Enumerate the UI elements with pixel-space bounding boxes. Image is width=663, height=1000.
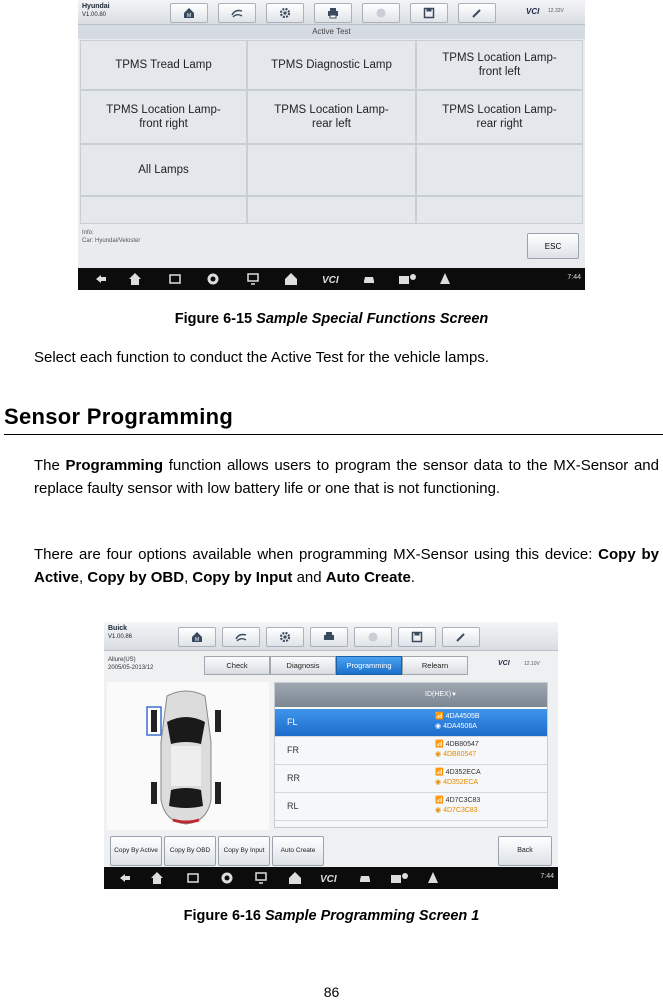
- table-row-fl[interactable]: FL 📶 4DA4505B ◉ 4DA4506A: [275, 709, 547, 737]
- empty-cell: [247, 196, 416, 224]
- copy-by-active-button[interactable]: Copy By Active: [110, 836, 162, 866]
- pen-icon: [471, 7, 483, 19]
- tire-fl: [151, 710, 157, 732]
- sensor-id-new: ◉ 4DA4506A: [435, 723, 477, 730]
- maxisys-icon[interactable]: [288, 871, 302, 885]
- tab-diagnosis[interactable]: Diagnosis: [270, 656, 336, 675]
- browser-icon[interactable]: [220, 871, 234, 885]
- svg-text:VCI: VCI: [322, 275, 339, 286]
- back-button[interactable]: Back: [498, 836, 552, 866]
- svg-text:VCI: VCI: [320, 874, 337, 885]
- id-column-header: ID(HEX): [425, 691, 452, 698]
- programming-screenshot: [104, 622, 558, 889]
- car-top-view: [107, 682, 269, 830]
- tire-fr: [215, 710, 221, 732]
- save-icon: [411, 631, 423, 643]
- sensor-id-new: ◉ 4DB80547: [435, 751, 477, 758]
- gear-icon: [279, 631, 291, 643]
- print-button[interactable]: [310, 627, 348, 647]
- empty-cell: [416, 144, 583, 196]
- settings-button[interactable]: [266, 3, 304, 23]
- empty-cell: [247, 144, 416, 196]
- sensor-id-table: [274, 682, 548, 828]
- function-all-lamps[interactable]: All Lamps: [80, 144, 247, 196]
- copy-by-input-button[interactable]: Copy By Input: [218, 836, 270, 866]
- help-icon: [367, 631, 379, 643]
- vehicle-info: Info: Car: Hyundai/Veloster: [82, 230, 141, 244]
- roof: [171, 746, 201, 786]
- browser-icon[interactable]: [206, 272, 220, 286]
- tab-check[interactable]: Check: [204, 656, 270, 675]
- vci-voltage: 12.10V: [524, 661, 540, 667]
- help-button[interactable]: [354, 627, 392, 647]
- vehicle-swap-button[interactable]: [222, 627, 260, 647]
- sensor-id-current: 📶 4DB80547: [435, 741, 479, 748]
- vehicle-swap-button[interactable]: [218, 3, 256, 23]
- home-icon: [183, 7, 195, 19]
- vehicle-info: Allure(US) 2005/05-2013/12: [108, 657, 154, 671]
- paragraph-programming: The Programming function allows users to program the sensor data to the MX-Sensor and replace faulty sensor with low battery life or one that is not functioning.: [34, 457, 659, 497]
- heading-rule: [4, 434, 663, 435]
- home-button[interactable]: [170, 3, 208, 23]
- rear-window: [169, 788, 203, 808]
- sensor-id-new: ◉ 4D352ECA: [435, 779, 479, 786]
- vehicle-brand: Buick V1.00.86: [108, 625, 133, 640]
- windshield: [167, 717, 205, 744]
- figure-caption-1: Figure 6-15 Sample Special Functions Screen: [174, 311, 489, 327]
- data-manager-icon[interactable]: [426, 871, 440, 885]
- back-icon[interactable]: [94, 272, 108, 286]
- recent-apps-icon[interactable]: [186, 871, 200, 885]
- function-diagnostic-lamp[interactable]: TPMS Diagnostic Lamp: [247, 40, 416, 90]
- vehicle-swap-icon: [235, 631, 247, 643]
- tab-programming[interactable]: Programming: [336, 656, 402, 675]
- vci-voltage: 12.32V: [548, 8, 564, 14]
- table-row-rl[interactable]: RL 📶 4D7C3C83 ◉ 4D7C3C83: [275, 793, 547, 821]
- home-button[interactable]: [178, 627, 216, 647]
- save-icon: [423, 7, 435, 19]
- vehicle-diagram: [107, 682, 269, 830]
- home-icon[interactable]: [150, 871, 164, 885]
- printer-icon: [327, 7, 339, 19]
- vci-indicator: VCI: [498, 660, 510, 667]
- tab-relearn[interactable]: Relearn: [402, 656, 468, 675]
- function-location-rear-left[interactable]: TPMS Location Lamp- rear left: [247, 90, 416, 144]
- help-icon: [375, 7, 387, 19]
- top-toolbar: [104, 622, 558, 651]
- print-button[interactable]: [314, 3, 352, 23]
- tire-rr: [215, 782, 221, 804]
- function-tread-lamp[interactable]: TPMS Tread Lamp: [80, 40, 247, 90]
- figure-caption-2: Figure 6-16 Sample Programming Screen 1: [183, 908, 480, 924]
- sensor-id-current: 📶 4DA4505B: [435, 713, 480, 720]
- vci-icon[interactable]: [320, 871, 344, 885]
- top-toolbar: [78, 0, 585, 25]
- table-row-fr[interactable]: FR 📶 4DB80547 ◉ 4DB80547: [275, 737, 547, 765]
- help-button[interactable]: [362, 3, 400, 23]
- sort-down-icon[interactable]: ▼: [451, 692, 457, 698]
- page-number: 86: [323, 984, 340, 1000]
- screen-subtitle: Active Test: [78, 25, 585, 39]
- sensor-id-current: 📶 4D352ECA: [435, 769, 481, 776]
- status-clock: 7:44: [567, 274, 581, 281]
- maxisys-icon[interactable]: [284, 272, 298, 286]
- empty-cell: [80, 196, 247, 224]
- save-button[interactable]: [398, 627, 436, 647]
- gear-icon: [279, 7, 291, 19]
- sensor-id-new: ◉ 4D7C3C83: [435, 807, 478, 814]
- function-location-rear-right[interactable]: TPMS Location Lamp- rear right: [416, 90, 583, 144]
- recent-apps-icon[interactable]: [168, 272, 182, 286]
- data-manager-icon[interactable]: [438, 272, 452, 286]
- back-icon[interactable]: [118, 871, 132, 885]
- function-location-front-right[interactable]: TPMS Location Lamp- front right: [80, 90, 247, 144]
- home-icon: [191, 631, 203, 643]
- edit-button[interactable]: [458, 3, 496, 23]
- vehicle-brand: Hyundai V1.00.80: [82, 3, 110, 18]
- settings-button[interactable]: [266, 627, 304, 647]
- shop-manager-icon[interactable]: [390, 871, 410, 885]
- screen-mirror-icon[interactable]: [254, 871, 268, 885]
- esc-button[interactable]: ESC: [527, 233, 579, 259]
- android-nav-bar: [104, 867, 558, 889]
- copy-by-obd-button[interactable]: Copy By OBD: [164, 836, 216, 866]
- vci-indicator: VCI: [526, 7, 540, 16]
- paragraph-options: There are four options available when programming MX-Sensor using this device: Copy by Active, Copy by OBD, Copy by Input and Auto Create.: [34, 546, 659, 586]
- vci-icon[interactable]: [322, 272, 346, 286]
- status-clock: 7:44: [540, 873, 554, 880]
- paragraph-select-function: Select each function to conduct the Active Test for the vehicle lamps.: [34, 349, 489, 366]
- printer-icon: [323, 631, 335, 643]
- tire-rl: [151, 782, 157, 804]
- android-nav-bar: [78, 268, 585, 290]
- function-location-front-left[interactable]: TPMS Location Lamp- front left: [416, 40, 583, 90]
- shop-manager-icon[interactable]: [398, 272, 418, 286]
- software-version: V1.00.80: [82, 12, 107, 18]
- table-row-rr[interactable]: RR 📶 4D352ECA ◉ 4D352ECA: [275, 765, 547, 793]
- empty-cell: [416, 196, 583, 224]
- car-icon[interactable]: [358, 871, 372, 885]
- svg-text:M: M: [195, 637, 200, 643]
- active-test-screenshot: [78, 0, 585, 290]
- save-button[interactable]: [410, 3, 448, 23]
- software-version: V1.00.86: [108, 634, 133, 640]
- screen-mirror-icon[interactable]: [246, 272, 260, 286]
- edit-button[interactable]: [442, 627, 480, 647]
- auto-create-button[interactable]: Auto Create: [272, 836, 324, 866]
- table-header: [275, 683, 547, 707]
- car-icon[interactable]: [362, 272, 376, 286]
- vehicle-swap-icon: [231, 7, 243, 19]
- home-icon[interactable]: [128, 272, 142, 286]
- section-heading: Sensor Programming: [4, 404, 234, 429]
- svg-text:M: M: [187, 13, 192, 19]
- pen-icon: [455, 631, 467, 643]
- sensor-id-current: 📶 4D7C3C83: [435, 797, 481, 804]
